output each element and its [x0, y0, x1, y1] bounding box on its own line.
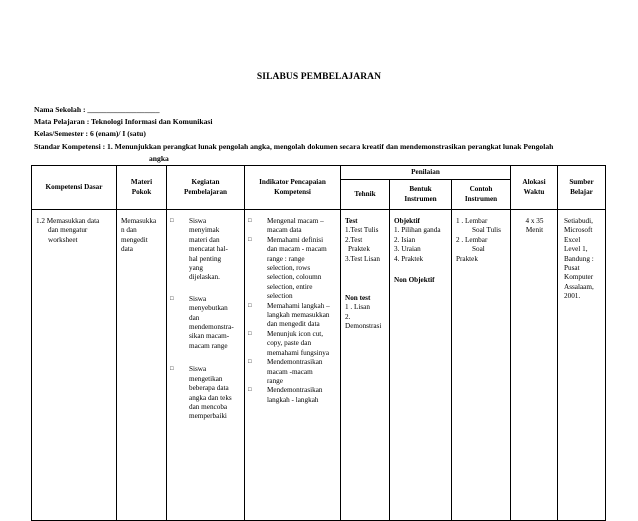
kd-line: worksheet	[48, 235, 78, 244]
square-bullet-icon: □	[248, 236, 252, 243]
list-item: □ Menunjuk icon cut, copy, paste dan memahami fungsinya	[248, 329, 330, 357]
materi-line: mengedit	[121, 235, 148, 244]
bentuk-objektif-heading: Objektif	[394, 217, 420, 225]
list-item: □ Memahami langkah – langkah memasukkan dan mengedit data	[248, 301, 330, 329]
meta-standar-kompetensi-cont: angka	[149, 153, 169, 163]
list-item: □ Siswa mengetikan beberapa data angka dan teks dan mencoba memperbaiki	[170, 365, 232, 421]
cell-bentuk-instrumen: Objektif 1. Pilihan ganda 2. Isian 3. Uraian 4. Praktek Non Objektif	[390, 210, 452, 521]
teknik-nontest-heading: Non test	[345, 294, 371, 303]
header-bentuk-instrumen: Bentuk Instrumen	[390, 180, 452, 210]
header-teknik: Tehnik	[341, 180, 390, 210]
header-alokasi-waktu: Alokasi Waktu	[511, 166, 558, 210]
materi-line: n dan	[121, 226, 137, 235]
square-bullet-icon: □	[248, 330, 252, 337]
kd-line: 1.2 Memasukkan data	[36, 217, 100, 225]
list-item: □ Mengenal macam – macam data	[248, 217, 324, 235]
cell-indikator	[245, 210, 341, 521]
square-bullet-icon: □	[248, 359, 252, 366]
cell-materi-pokok	[117, 210, 167, 521]
cell-contoh-instrumen: 1 . Lembar Soal Tulis 2 . Lembar Soal Praktek	[452, 210, 511, 521]
cell-kompetensi-dasar	[32, 210, 117, 521]
materi-line: Memasukka	[121, 217, 157, 225]
materi-line: data	[121, 245, 133, 254]
meta-nama-sekolah: Nama Sekolah : ___________________	[34, 105, 160, 114]
meta-mata-pelajaran: Mata Pelajaran : Teknologi Informasi dan Komunikasi	[34, 117, 213, 127]
header-materi-pokok: Materi Pokok	[117, 166, 167, 210]
bentuk-nonobjektif-heading: Non Objektif	[394, 276, 435, 285]
cell-alokasi-waktu: 4 x 35 Menit	[511, 210, 558, 521]
list-item: □ Mendemontrasikan macam -macam range	[248, 358, 323, 385]
header-contoh-instrumen: Contoh Instrumen	[452, 180, 511, 210]
header-kompetensi-dasar: Kompetensi Dasar	[32, 166, 117, 210]
document-metadata	[34, 104, 634, 165]
cell-kegiatan-pembelajaran	[167, 210, 245, 521]
meta-kelas-semester: Kelas/Semester : 6 (enam)/ I (satu)	[34, 129, 146, 139]
list-item: □ Siswa menyebutkan dan mendemonstra- sikan macam- macam range	[170, 294, 234, 350]
header-kegiatan-pembelajaran: Kegiatan Pembelajaran	[167, 166, 245, 210]
square-bullet-icon: □	[170, 366, 174, 373]
syllabus-table	[31, 165, 606, 521]
square-bullet-icon: □	[170, 218, 174, 224]
cell-sumber-belajar: Setiabudi, Microsoft Excel Level 1, Bandung : Pusat Komputer Assalaam, 2001.	[558, 210, 606, 521]
page-title: SILABUS PEMBELAJARAN	[256, 72, 382, 82]
square-bullet-icon: □	[248, 387, 252, 394]
teknik-test-heading: Test	[345, 217, 358, 225]
square-bullet-icon: □	[170, 295, 174, 302]
table-row	[32, 210, 606, 521]
square-bullet-icon: □	[248, 218, 252, 224]
header-penilaian: Penilaian	[341, 166, 511, 180]
cell-teknik: Test 1.Test Tulis 2.Test Praktek 3.Test Lisan Non test 1 . Lisan 2. Demonstrasi	[341, 210, 390, 521]
meta-standar-kompetensi: Standar Kompetensi : 1. Menunjukkan perangkat lunak pengolah angka, mengolah dokumen secara kreatif dan mendemonstrasikan perangkat lunak Pengolah	[34, 141, 554, 151]
header-indikator: Indikator Pencapaian Kompetensi	[245, 166, 341, 210]
list-item: □ Mendemontrasikan langkah - langkah	[248, 386, 323, 404]
list-item: □ Memahami definisi dan macam - macam range : range selection, rows selection, coloumn selection, entire selection	[248, 235, 327, 301]
square-bullet-icon: □	[248, 302, 252, 309]
header-sumber-belajar: Sumber Belajar	[558, 166, 606, 210]
list-item: □ Siswa menyimak materi dan mencatat hal- hal penting yang dijelaskan.	[170, 217, 228, 282]
kd-line: dan mengatur	[48, 226, 88, 235]
